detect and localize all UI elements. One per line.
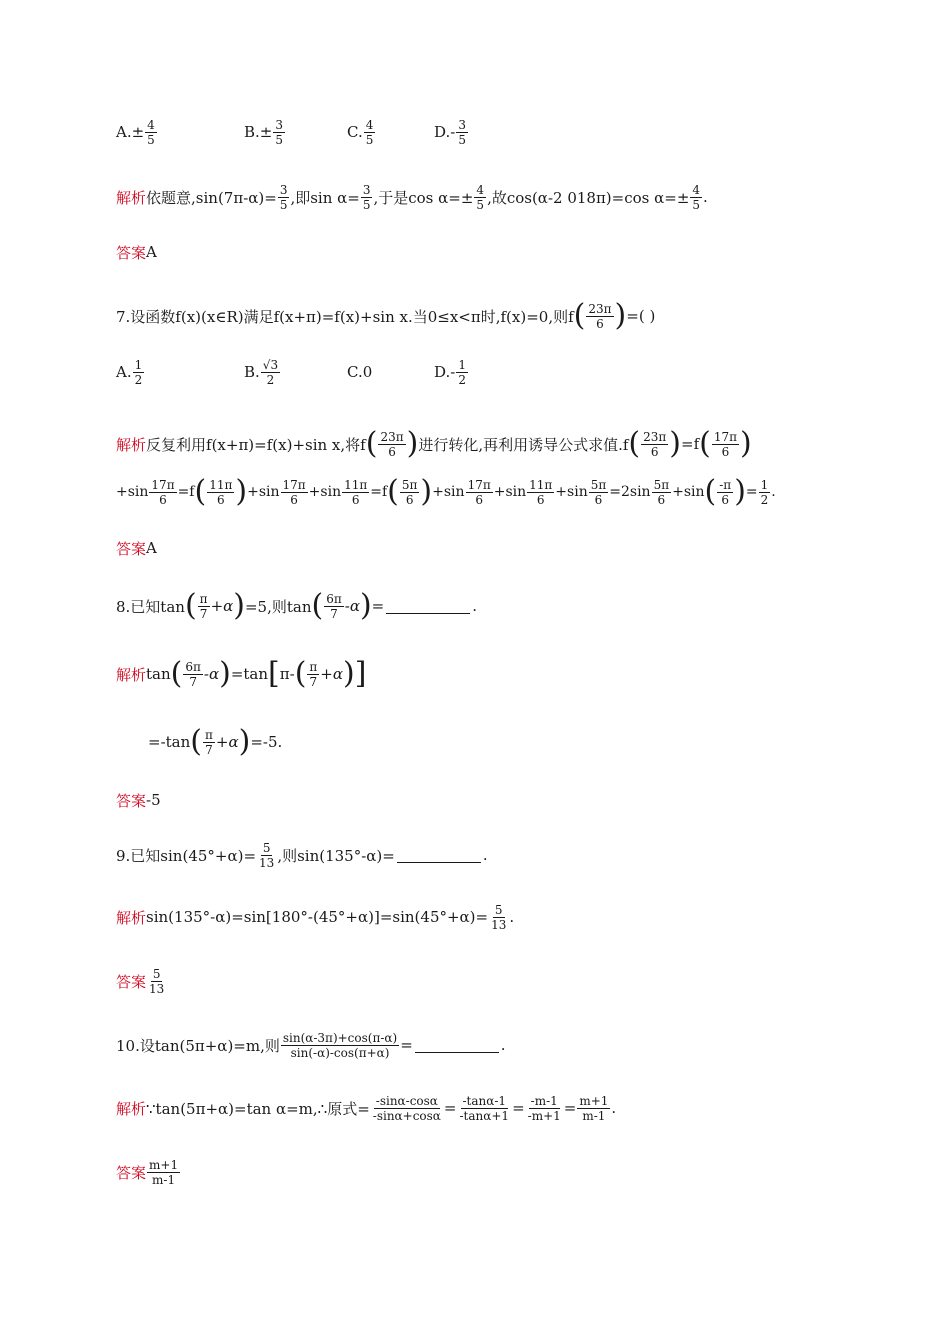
q6-solution: 解析 依题意,sin(7π-α)= $\frac{3}{5}$ ,即sin α= $\frac{3}{5}$ ,于是cos α=± $\frac{4}{5}$ ,故cos(α-2 018π)=cos α=± $\frac{4}{5}$ . (116, 182, 708, 212)
answer-value: A (146, 243, 157, 261)
q7-option-a[interactable]: A. $\frac{1}{2}$ (116, 357, 143, 387)
q7-answer (116, 528, 157, 568)
q10-stem: 10.设tan(5π+α)=m,则 $\frac{\sin(\alpha-3\pi)+\cos(\pi-\alpha)}{\sin(-\alpha)-\cos(\pi+\alpha)}$ = . (116, 1030, 506, 1060)
q7-solution-line-2: +sin $\frac{17\pi}{6}$ =f ( $\frac{11\pi}{6}$ ) +sin $\frac{17\pi}{6}$ +sin $\frac{11\pi}{6}$ =f ( $\frac{5\pi}{6}$ ) +sin $\frac{17\pi}{6}$ +sin $\frac{11\pi}{6}$ +sin $\frac{5\pi}{6}$ =2sin $\frac{5\pi}{6}$ +sin ( $\frac{-\pi}{6}$ ) = $\frac{1}{2}$ . (116, 474, 776, 509)
solution-label: 解析 (116, 435, 147, 454)
q7-option-c[interactable]: C.0 (347, 363, 373, 381)
q6-option-b[interactable]: B.± $\frac{3}{5}$ (244, 117, 283, 147)
q6-answer (116, 232, 157, 272)
q9-stem: 9.已知sin(45°+α)= $\frac{5}{13}$ ,则sin(135°-α)= . (116, 840, 488, 870)
answer-label: 答案 (116, 972, 147, 991)
q7-solution-line-1: 解析 反复利用f(x+π)=f(x)+sin x,将f ( $\frac{23\pi}{6}$ ) 进行转化,再利用诱导公式求值.f ( $\frac{23\pi}{6}$ ) =f ( $\frac{17\pi}{6}$ ) (116, 426, 752, 461)
answer-label: 答案 (116, 1163, 147, 1182)
q6-option-a[interactable]: A.± $\frac{4}{5}$ (116, 117, 155, 147)
solution-label: 解析 (116, 1099, 147, 1118)
answer-label: 答案 (116, 539, 147, 558)
q8-solution-line-2: =-tan ( $\frac{\pi}{7}$ +α ) =-5. (148, 724, 283, 759)
answer-value: A (146, 539, 157, 557)
q7-stem: 7.设函数f(x)(x∈R)满足f(x+π)=f(x)+sin x.当0≤x<π时,f(x)=0,则f ( $\frac{23\pi}{6}$ ) =( ) (116, 298, 656, 333)
answer-value: $\frac{5}{13}$ (149, 966, 165, 996)
answer-value: -5 (146, 791, 161, 809)
answer-label: 答案 (116, 243, 147, 262)
q7-option-b[interactable]: B. $\frac{√3}{2}$ (244, 357, 279, 387)
answer-label: 答案 (116, 791, 147, 810)
q9-answer (116, 961, 167, 1001)
q8-answer-blank[interactable] (386, 599, 470, 614)
q8-stem: 8.已知tan ( $\frac{\pi}{7}$ +α ) =5,则tan ( $\frac{6\pi}{7}$ -α ) = . (116, 588, 478, 623)
q8-solution-line-1: 解析 tan ( $\frac{6\pi}{7}$ -α ) =tan [ π- ( $\frac{\pi}{7}$ +α ) ] (116, 656, 367, 691)
answer-value: $\frac{m+1}{m-1}$ (149, 1157, 179, 1187)
solution-label: 解析 (116, 188, 147, 207)
q7-option-d[interactable]: D.- $\frac{1}{2}$ (434, 357, 466, 387)
q8-answer (116, 780, 161, 820)
solution-label: 解析 (116, 665, 147, 684)
q6-option-c[interactable]: C. $\frac{4}{5}$ (347, 117, 374, 147)
q10-answer-blank[interactable] (415, 1038, 499, 1053)
q9-solution: 解析 sin(135°-α)=sin[180°-(45°+α)]=sin(45°+α)= $\frac{5}{13}$ . (116, 902, 515, 932)
q9-answer-blank[interactable] (397, 848, 481, 863)
q6-option-d[interactable]: D.- $\frac{3}{5}$ (434, 117, 466, 147)
q10-solution: 解析 ∵tan(5π+α)=tan α=m,∴原式= $\frac{-\sin\alpha-\cos\alpha}{-\sin\alpha+\cos\alpha}$ = $\frac{-\tan\alpha-1}{-\tan\alpha+1}$ = $\frac{-m-1}{-m+1}$ = $\frac{m+1}{m-1}$ . (116, 1093, 617, 1123)
q10-answer (116, 1152, 181, 1192)
solution-label: 解析 (116, 908, 147, 927)
